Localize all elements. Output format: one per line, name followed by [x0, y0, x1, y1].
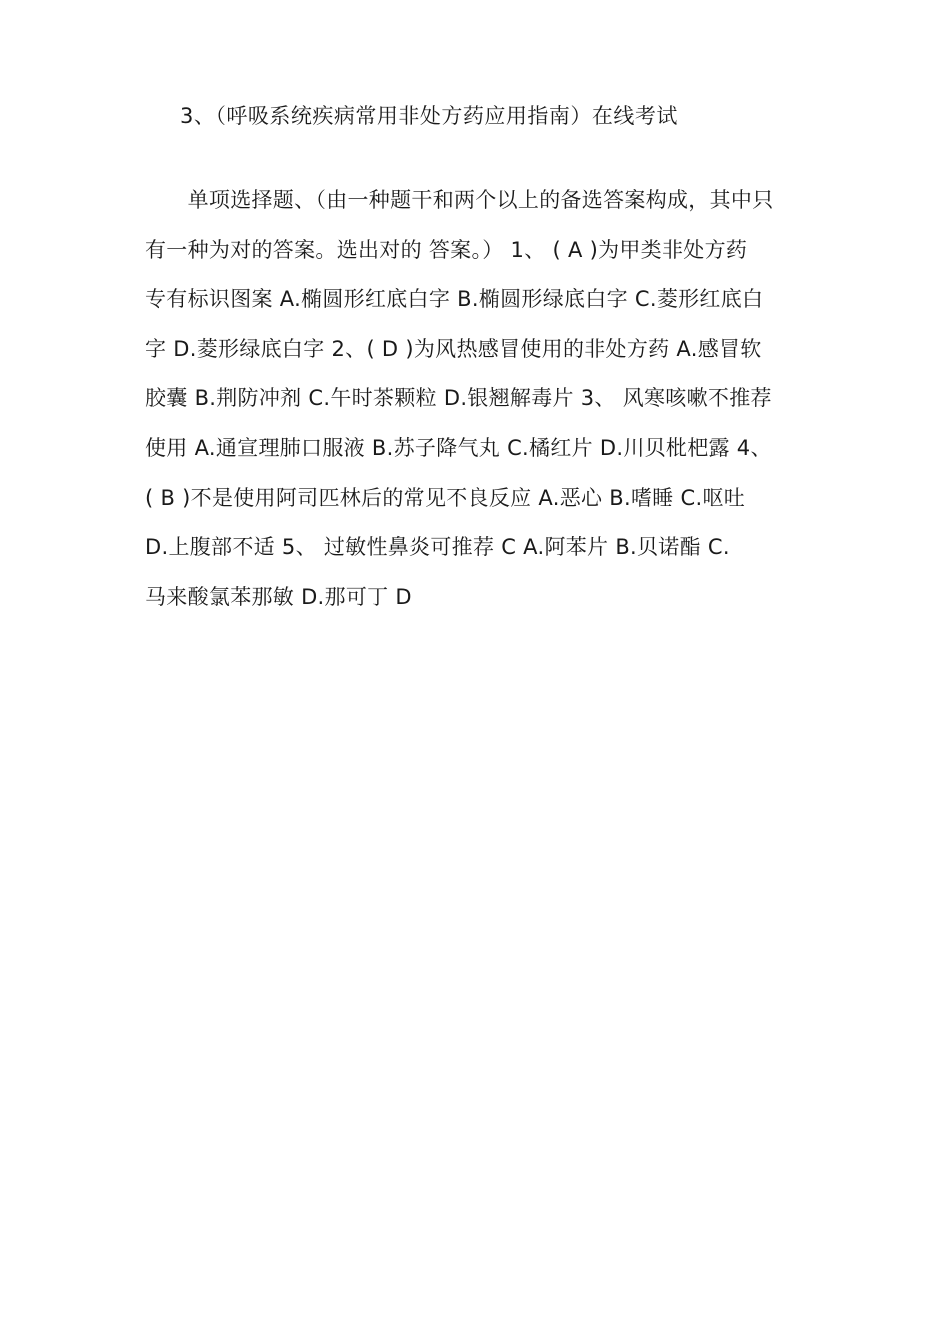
paragraph-line: 单项选择题、（由一种题干和两个以上的备选答案构成，其中只 [145, 188, 774, 212]
paragraph-line: 马来酸氯苯那敏 D.那可丁 D [145, 584, 412, 609]
document-heading: 3、（呼吸系统疾病常用非处方药应用指南）在线考试 [180, 104, 678, 128]
question-paragraph [145, 176, 810, 622]
paragraph-line: 字 D.菱形绿底白字 2、( D )为风热感冒使用的非处方药 A.感冒软 [145, 336, 762, 361]
paragraph-line: 胶囊 B.荆防冲剂 C.午时茶颗粒 D.银翘解毒片 3、 风寒咳嗽不推荐 [145, 386, 772, 411]
paragraph-line: 有一种为对的答案。选出对的 答案。） 1、 ( A )为甲类非处方药 [145, 237, 748, 262]
paragraph-line: 专有标识图案 A.椭圆形红底白字 B.椭圆形绿底白字 C.菱形红底白 [145, 287, 764, 312]
paragraph-line: D.上腹部不适 5、 过敏性鼻炎可推荐 C A.阿苯片 B.贝诺酯 C. [145, 535, 730, 560]
paragraph-line: 使用 A.通宣理肺口服液 B.苏子降气丸 C.橘红片 D.川贝枇杷露 4、 [145, 435, 772, 460]
paragraph-line: ( B )不是使用阿司匹林后的常见不良反应 A.恶心 B.嗜睡 C.呕吐 [145, 485, 746, 510]
